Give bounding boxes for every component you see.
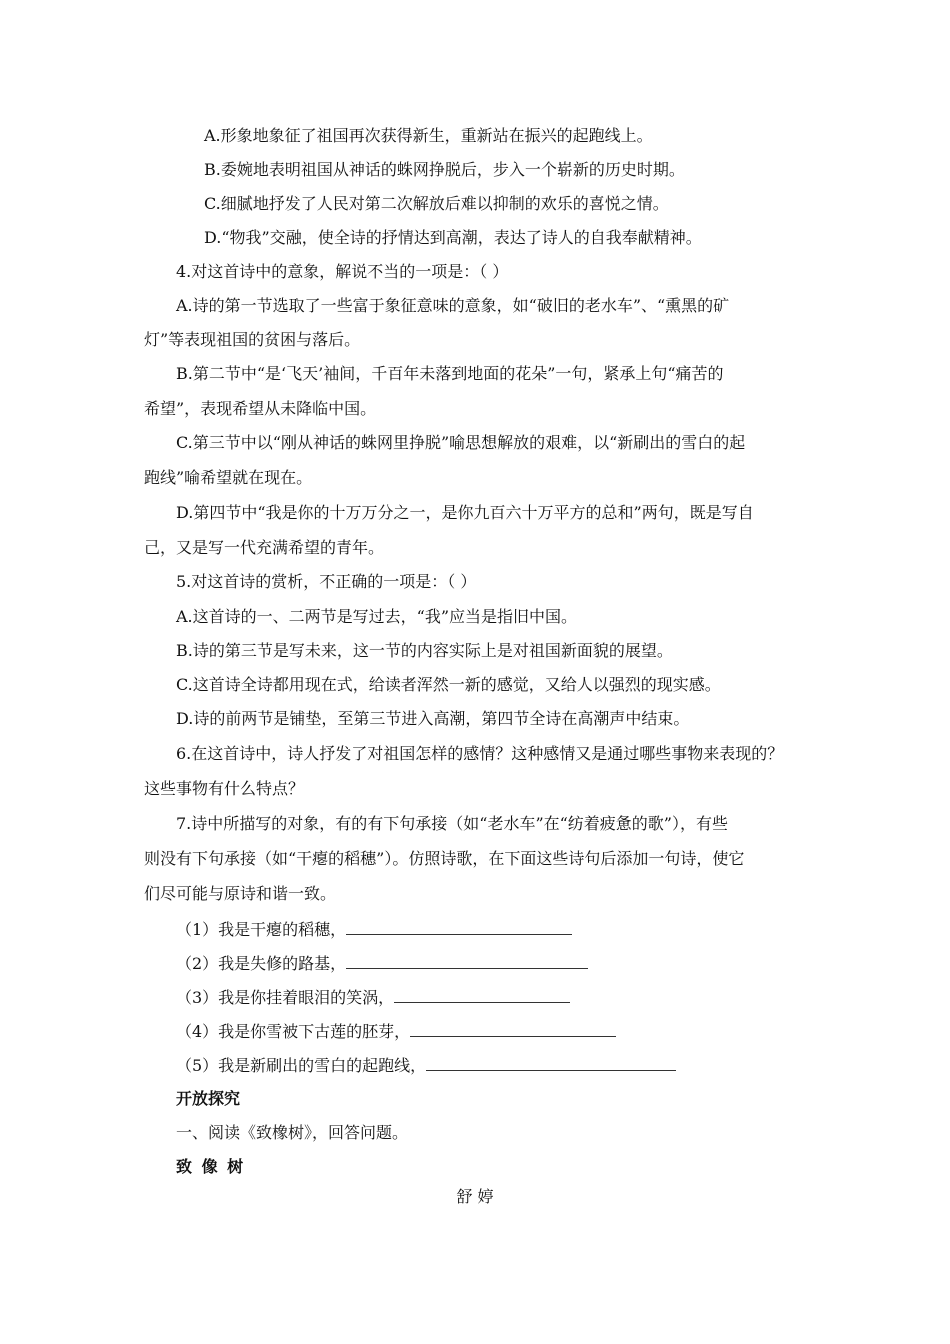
q6-line1: 6.在这首诗中，诗人抒发了对祖国怎样的感情？这种感情又是通过哪些事物来表现的？ <box>176 744 784 763</box>
q7-item-3-text: （3）我是你挂着眼泪的笑涡， <box>176 988 395 1007</box>
q5-option-b: B.诗的第三节是写未来，这一节的内容实际上是对祖国新面貌的展望。 <box>176 641 673 660</box>
q4-option-a-line1: A.诗的第一节选取了一些富于象征意味的意象，如“破旧的老水车”、“熏黑的矿 <box>176 296 730 315</box>
q7-item-2 <box>176 953 588 974</box>
section-intro: 一、阅读《致橡树》，回答问题。 <box>176 1123 409 1142</box>
q5-stem: 5.对这首诗的赏析，不正确的一项是：（ ） <box>176 572 477 591</box>
q4-option-b-line2: 希望”，表现希望从未降临中国。 <box>144 399 377 418</box>
section-heading: 开放探究 <box>176 1089 241 1108</box>
q7-item-4-blank[interactable] <box>410 1021 616 1037</box>
q7-item-3-blank[interactable] <box>394 987 570 1003</box>
q4-option-d-line2: 己，又是写一代充满希望的青年。 <box>144 538 385 557</box>
poem-author: 舒 婷 <box>456 1187 494 1206</box>
poem-title: 致 像 树 <box>176 1157 246 1176</box>
q5-option-d: D.诗的前两节是铺垫，至第三节进入高潮，第四节全诗在高潮声中结束。 <box>176 709 690 728</box>
q7-item-1-text: （1）我是干瘪的稻穗， <box>176 920 347 939</box>
q7-item-5 <box>176 1055 676 1076</box>
q4-option-c-line2: 跑线”喻希望就在现在。 <box>144 468 313 487</box>
q7-item-5-blank[interactable] <box>426 1055 676 1071</box>
q4-option-c-line1: C.第三节中以“刚从神话的蛛网里挣脱”喻思想解放的艰难，以“新刷出的雪白的起 <box>176 433 746 452</box>
q5-option-a: A.这首诗的一、二两节是写过去，“我”应当是指旧中国。 <box>176 607 578 626</box>
q4-option-d-line1: D.第四节中“我是你的十万万分之一，是你九百六十万平方的总和”两句，既是写自 <box>176 503 754 522</box>
q7-item-1 <box>176 919 572 940</box>
q3-option-a: A.形象地象征了祖国再次获得新生，重新站在振兴的起跑线上。 <box>204 126 653 145</box>
q7-item-4-text: （4）我是你雪被下古莲的胚芽， <box>176 1022 411 1041</box>
q7-line2: 则没有下句承接（如“干瘪的稻穗”）。仿照诗歌，在下面这些诗句后添加一句诗，使它 <box>144 849 745 868</box>
q7-item-1-blank[interactable] <box>346 919 572 935</box>
q3-option-c: C.细腻地抒发了人民对第二次解放后难以抑制的欢乐的喜悦之情。 <box>204 194 669 213</box>
q7-item-2-text: （2）我是失修的路基， <box>176 954 347 973</box>
q7-line1: 7.诗中所描写的对象，有的有下句承接（如“老水车”在“纺着疲惫的歌”），有些 <box>176 814 728 833</box>
q5-option-c: C.这首诗全诗都用现在式，给读者浑然一新的感觉，又给人以强烈的现实感。 <box>176 675 721 694</box>
q4-stem: 4.对这首诗中的意象，解说不当的一项是：（ ） <box>176 262 509 281</box>
q7-item-2-blank[interactable] <box>346 953 588 969</box>
q7-line3: 们尽可能与原诗和谐一致。 <box>144 884 337 903</box>
q4-option-b-line1: B.第二节中“是‘飞天’袖间，千百年未落到地面的花朵”一句，紧承上句“痛苦的 <box>176 364 724 383</box>
q7-item-4 <box>176 1021 616 1042</box>
q3-option-d: D.“物我”交融，使全诗的抒情达到高潮，表达了诗人的自我奉献精神。 <box>204 228 702 247</box>
q3-option-b: B.委婉地表明祖国从神话的蛛网挣脱后，步入一个崭新的历史时期。 <box>204 160 685 179</box>
q7-item-5-text: （5）我是新刷出的雪白的起跑线， <box>176 1056 427 1075</box>
q6-line2: 这些事物有什么特点？ <box>144 779 305 798</box>
q7-item-3 <box>176 987 570 1008</box>
q4-option-a-line2: 灯”等表现祖国的贫困与落后。 <box>144 330 361 349</box>
